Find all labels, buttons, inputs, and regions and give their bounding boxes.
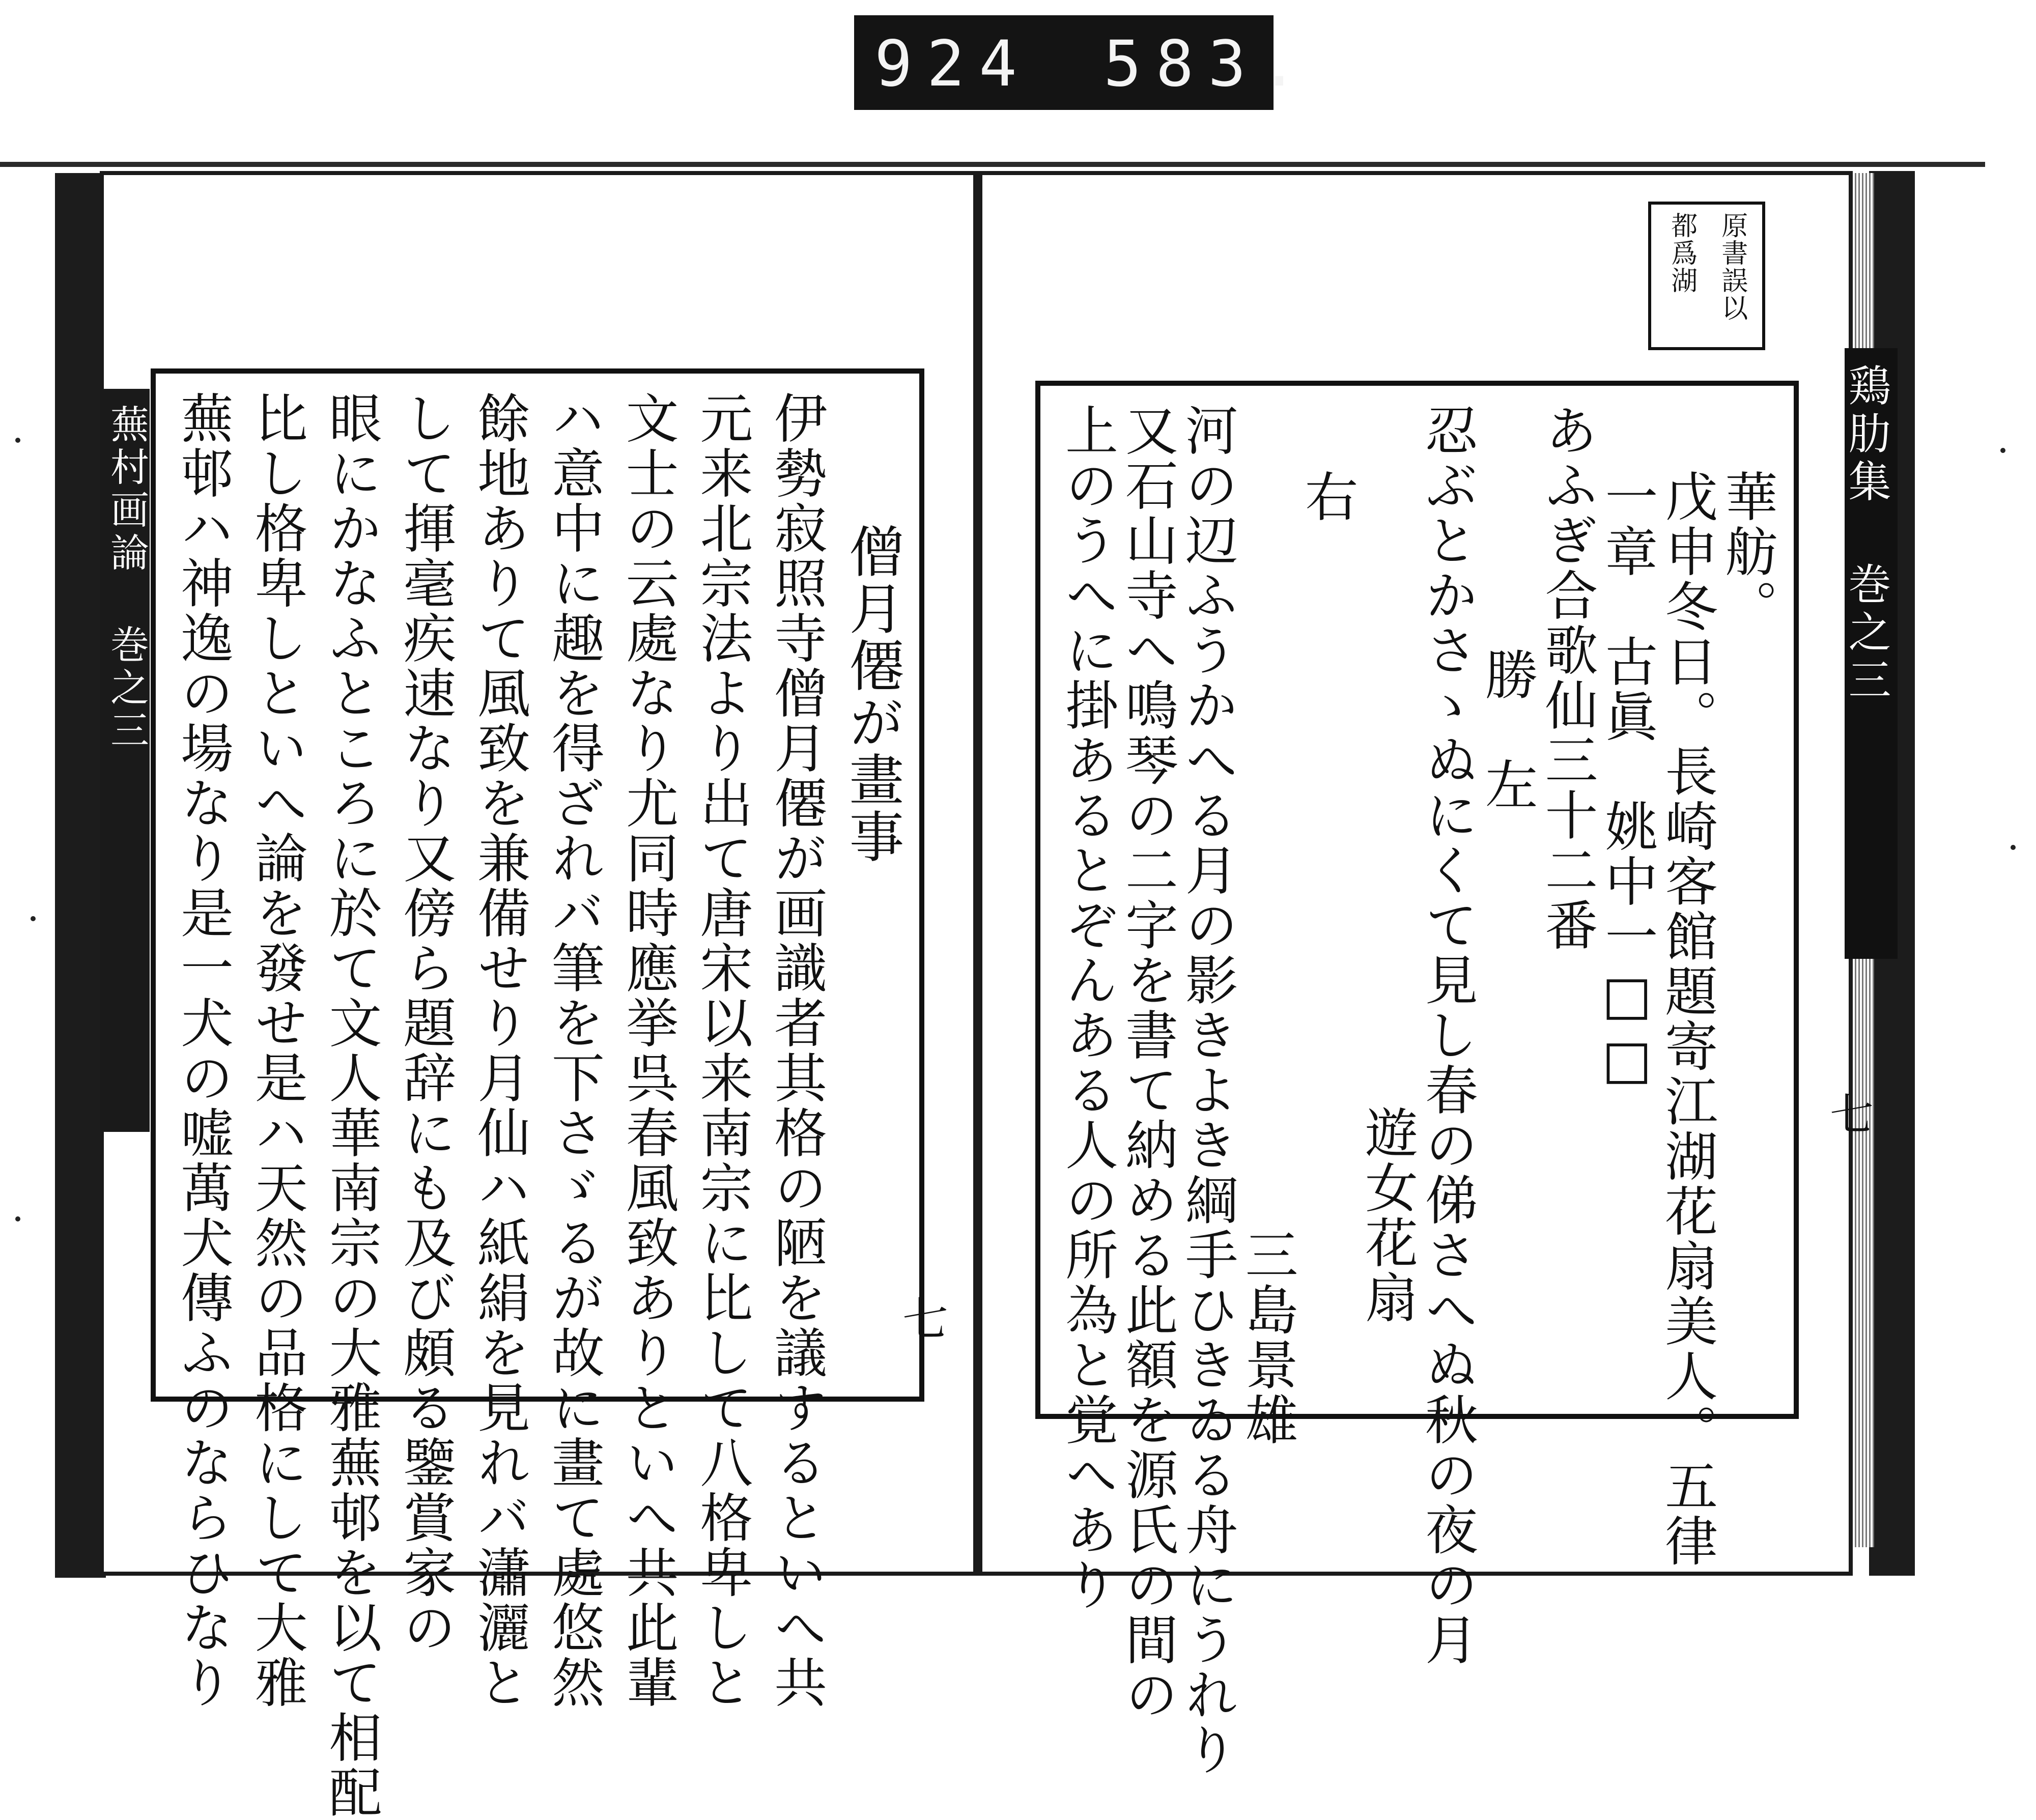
left-columns (172, 391, 903, 1820)
right-column: 遊女花扇 (1356, 1105, 1419, 1325)
right-folio: 七 (1822, 1091, 1873, 1135)
note-box (1648, 202, 1765, 350)
right-column: 右 (1296, 469, 1359, 524)
film-label-left: 924 (874, 27, 1031, 101)
left-column: 蕪邨ハ神逸の場なり是一犬の嘘萬犬傳ふのならひなり (172, 391, 234, 1710)
book-edge-left (55, 173, 106, 1578)
left-column: 伊勢寂照寺僧月僊が画識者其格の陋を議するといへ共 (765, 391, 828, 1710)
left-column: ハ意中に趣を得ざれバ筆を下さゞるが故に畫て處悠然 (542, 391, 605, 1710)
left-column: 比し格卑しといへ論を發せ是ハ天然の品格にして大雅 (245, 391, 308, 1710)
left-folio: 七 (894, 1295, 948, 1341)
left-column: 餘地ありて風致を兼備せり月仙ハ紙絹を見れバ瀟灑と (468, 391, 531, 1710)
right-columns (1056, 403, 1778, 1777)
note-line: 都爲湖 (1666, 212, 1697, 294)
right-page (977, 171, 1891, 1777)
right-column: 華舫。 (1715, 469, 1778, 634)
right-column: 三島景雄 (1236, 1228, 1298, 1447)
right-side-title: 鶏肋集 巻之三 (1845, 348, 1898, 959)
left-column: 眼にかなふところに於て文人華南宗の大雅蕪邨を以て相配 (320, 391, 382, 1820)
scan-speck (2011, 845, 2016, 850)
scan-speck (15, 438, 20, 443)
scan-rule (0, 162, 1985, 167)
right-column: 忍ぶとかさゝぬにくて見し春の俤さへぬ秋の夜の月 (1416, 403, 1478, 1667)
right-column: 河の辺ふうかへる月の影きよき綱手ひきゐる舟にうれり (1176, 403, 1238, 1777)
right-column: 一章 古眞 姚中一□□ (1596, 469, 1658, 1092)
left-side-title: 蕪村画論 巻之三 (104, 389, 150, 1132)
left-column: 元来北宗法より出て唐宋以来南宗に比して八格卑しと (691, 391, 753, 1710)
film-label (854, 15, 1313, 110)
right-column: 戊申冬日。長崎客館題寄江湖花扇美人。五律 (1656, 469, 1718, 1569)
right-heading: あふぎ合歌仙三十二番 (1536, 403, 1598, 953)
scan-speck (2000, 448, 2005, 453)
right-column: 上のうへに掛あるとぞんある人の所為と覚へあり (1056, 403, 1118, 1612)
right-column: 勝 左 (1476, 647, 1538, 812)
left-column: して揮毫疾速なり又傍ら題辞にも及び頗る鑒賞家の (394, 391, 457, 1655)
left-heading: 僧月僊が畫事 (839, 523, 903, 865)
left-column: 文士の云處なり尤同時應挙呉春風致ありといへ共此輩 (616, 391, 679, 1710)
left-text-frame (151, 368, 924, 1820)
left-page (100, 171, 977, 1820)
right-text-frame (1035, 381, 1799, 1777)
scan-speck (31, 916, 36, 921)
right-column: 又石山寺へ鳴琴の二字を書て納める此額を源氏の間の (1116, 403, 1178, 1722)
note-line: 原書誤以 (1716, 212, 1747, 322)
film-label-right: 583. (1104, 27, 1313, 101)
scan-speck (15, 1216, 20, 1221)
